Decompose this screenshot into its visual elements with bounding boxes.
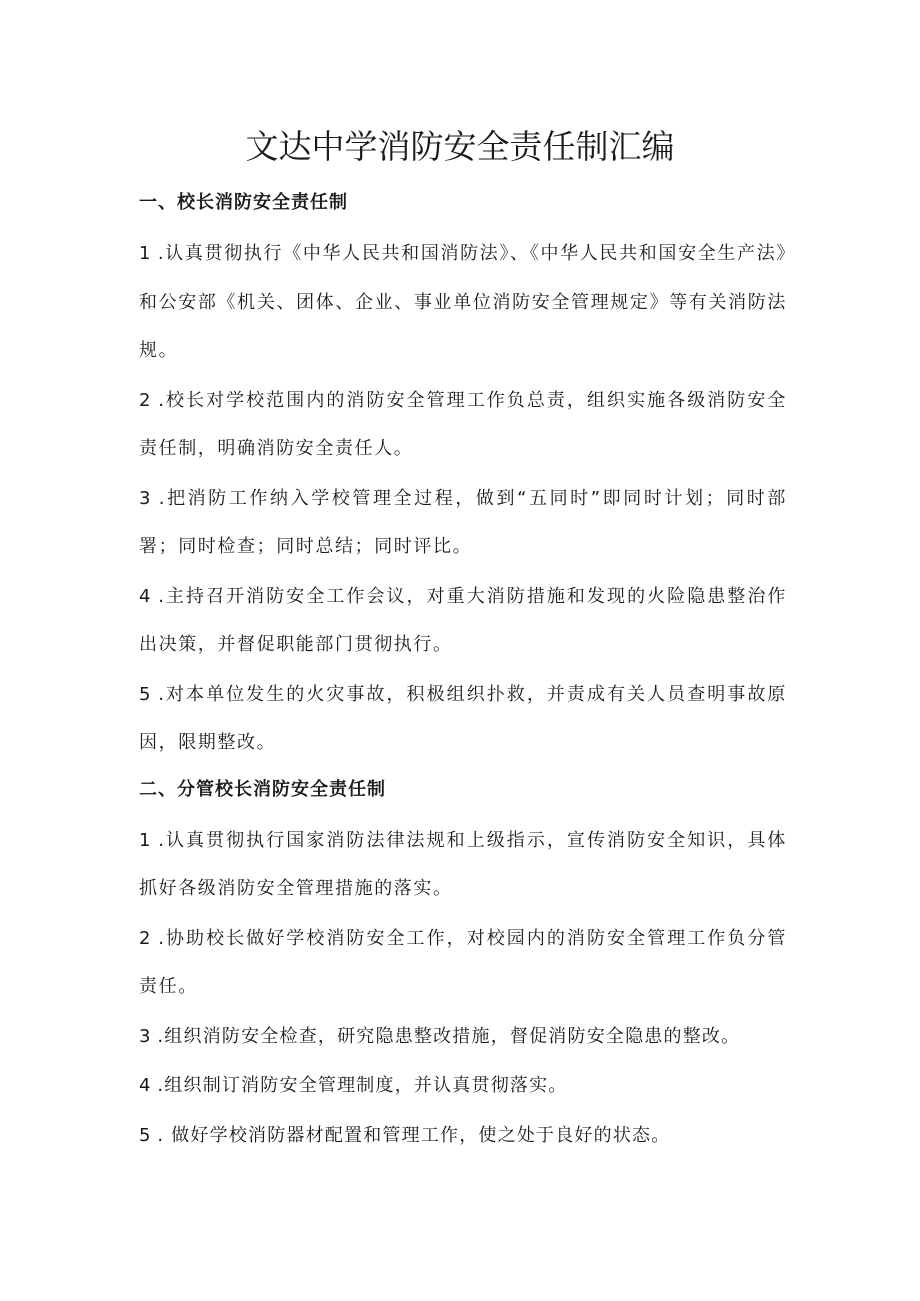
list-item [139,1062,787,1111]
item-text: .校长对学校范围内的消防安全管理工作负总责，组织实施各级消防安全责任制，明确消防安全责任人。 [139,389,787,459]
list-item [139,671,787,768]
section-vice-principal [139,773,787,1161]
list-item [139,573,787,670]
item-number: 1 [139,829,151,851]
item-text: .组织制订消防安全管理制度，并认真贯彻落实。 [150,1075,568,1096]
list-item [139,1112,787,1161]
item-text: .对本单位发生的火灾事故，积极组织扑救，并责成有关人员查明事故原因，限期整改。 [139,683,787,753]
item-text: .协助校长做好学校消防安全工作，对校园内的消防安全管理工作负分管责任。 [139,927,787,997]
item-text: .认真贯彻执行《中华人民共和国消防法》、《中华人民共和国安全生产法》和公安部《机关、团体、企业、事业单位消防安全管理规定》等有关消防法规。 [139,243,787,361]
document-body [139,186,787,1161]
document-title: 文达中学消防安全责任制汇编 [245,127,675,166]
item-number: 5 [139,1124,151,1146]
item-text: .把消防工作纳入学校管理全过程，做到“五同时”即同时计划；同时部署；同时检查；同时总结；同时评比。 [139,487,787,557]
item-number: 4 [139,1075,151,1096]
list-item [139,915,787,1012]
section-heading: 一、校长消防安全责任制 [139,192,348,213]
section-heading: 二、分管校长消防安全责任制 [139,778,386,800]
item-number: 4 [139,585,151,607]
list-item [139,817,787,914]
item-number: 1 [139,243,151,264]
item-text: . 做好学校消防器材配置和管理工作，使之处于良好的状态。 [150,1124,671,1146]
item-text: .认真贯彻执行国家消防法律法规和上级指示，宣传消防安全知识，具体抓好各级消防安全管理措施的落实。 [139,829,787,899]
list-item [139,1013,787,1062]
item-number: 2 [139,927,151,949]
item-number: 2 [139,389,151,411]
item-number: 5 [139,683,151,705]
list-item [139,230,787,376]
list-item [139,475,787,572]
list-item [139,377,787,474]
section-principal [139,186,787,768]
item-number: 3 [139,1025,151,1047]
item-text: .主持召开消防安全工作会议，对重大消防措施和发现的火险隐患整治作出决策，并督促职能部门贯彻执行。 [139,585,787,655]
item-text: .组织消防安全检查，研究隐患整改措施，督促消防安全隐患的整改。 [150,1025,741,1047]
item-number: 3 [139,487,151,509]
